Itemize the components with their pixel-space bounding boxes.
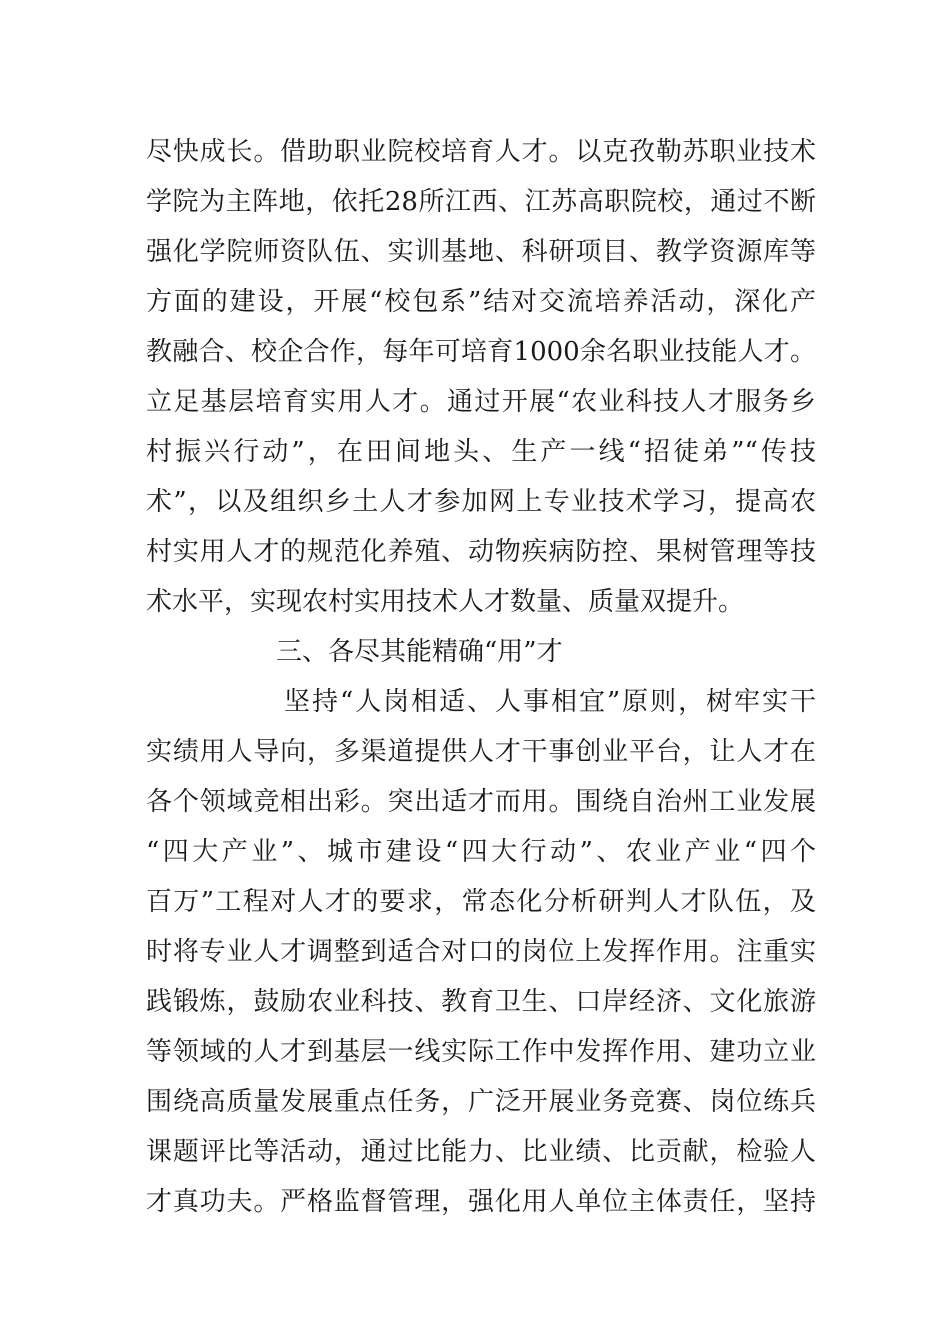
text-line: 各个领域竞相出彩。突出适才而用。围绕自治州工业发展 [146, 787, 816, 817]
text-line: 才真功夫。严格监督管理，强化用人单位主体责任，坚持 [146, 1187, 816, 1217]
text-line: 教融合、校企合作，每年可培育1000余名职业技能人才。 [146, 337, 816, 367]
text-line: 术”，以及组织乡土人才参加网上专业技术学习，提高农 [146, 487, 816, 517]
text-line: 方面的建设，开展“校包系”结对交流培养活动，深化产 [146, 287, 816, 317]
section-heading: 三、各尽其能精确“用”才 [276, 637, 563, 667]
text-line: 时将专业人才调整到适合对口的岗位上发挥作用。注重实 [146, 937, 816, 967]
text-line: 课题评比等活动，通过比能力、比业绩、比贡献，检验人 [146, 1137, 816, 1167]
text-line: 强化学院师资队伍、实训基地、科研项目、教学资源库等 [146, 237, 816, 267]
text-line: 村实用人才的规范化养殖、动物疾病防控、果树管理等技 [146, 537, 816, 567]
text-line: 尽快成长。借助职业院校培育人才。以克孜勒苏职业技术 [146, 137, 816, 167]
text-line: 等领域的人才到基层一线实际工作中发挥作用、建功立业 [146, 1037, 816, 1067]
text-line: 围绕高质量发展重点任务，广泛开展业务竞赛、岗位练兵 [146, 1087, 816, 1117]
text-line: 立足基层培育实用人才。通过开展“农业科技人才服务乡 [146, 387, 816, 417]
text-line: 学院为主阵地，依托28所江西、江苏高职院校，通过不断 [146, 187, 816, 217]
text-line: 村振兴行动”，在田间地头、生产一线“招徒弟”“传技 [146, 437, 816, 467]
text-line: 术水平，实现农村实用技术人才数量、质量双提升。 [146, 587, 745, 617]
paragraph-first-line: 坚持“人岗相适、人事相宜”原则，树牢实干 [284, 687, 816, 717]
text-line: “四大产业”、城市建设“四大行动”、农业产业“四个 [146, 837, 816, 867]
text-line: 实绩用人导向，多渠道提供人才干事创业平台，让人才在 [146, 737, 816, 767]
text-line: 百万”工程对人才的要求，常态化分析研判人才队伍，及 [146, 887, 816, 917]
text-line: 践锻炼，鼓励农业科技、教育卫生、口岸经济、文化旅游 [146, 987, 816, 1017]
